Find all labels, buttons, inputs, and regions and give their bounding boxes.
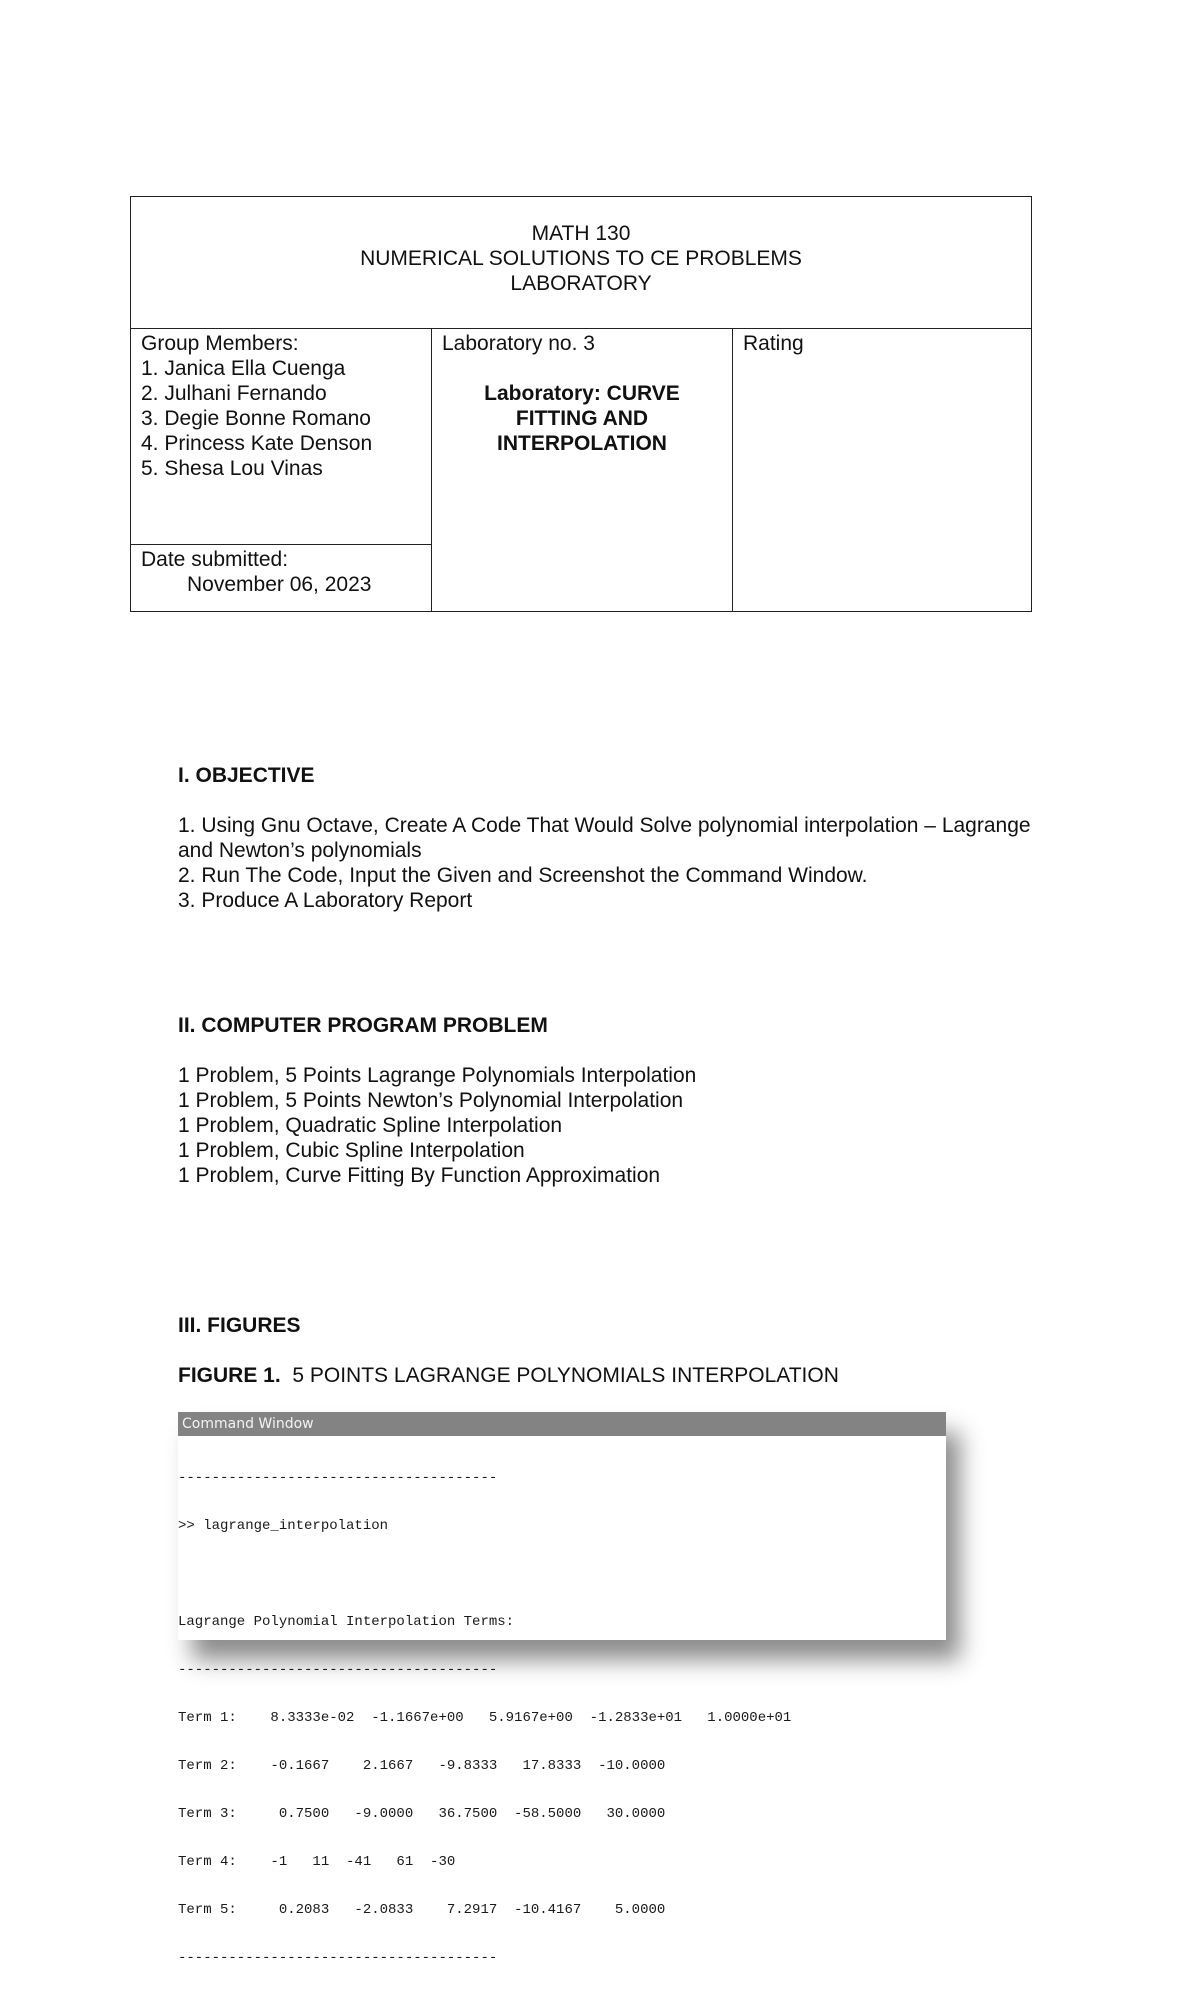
term-line: Term 3: 0.7500 -9.0000 36.7500 -58.5000 30.0000 <box>178 1806 666 1822</box>
rating-column <box>733 329 1031 611</box>
objective-section <box>178 763 1038 913</box>
figures-section <box>178 1313 1038 1388</box>
member-item: 5. Shesa Lou Vinas <box>141 457 323 480</box>
command-window-title: Command Window <box>178 1412 946 1436</box>
objective-item: 1. Using Gnu Octave, Create A Code That Would Solve polynomial interpolation – Lagrange and Newton’s polynomials <box>178 814 1031 862</box>
course-code: MATH 130 <box>531 222 631 245</box>
date-value: November 06, 2023 <box>187 573 372 596</box>
figure-label: FIGURE 1. <box>178 1364 281 1387</box>
lab-column <box>432 329 733 611</box>
course-title: NUMERICAL SOLUTIONS TO CE PROBLEMS <box>360 247 802 270</box>
group-members <box>131 329 431 483</box>
command-line: >> lagrange_interpolation <box>178 1518 389 1534</box>
lab-title: Laboratory: CURVE FITTING AND INTERPOLATION <box>484 382 680 455</box>
program-problem-heading: II. COMPUTER PROGRAM PROBLEM <box>178 1014 548 1037</box>
member-item: 1. Janica Ella Cuenga <box>141 357 346 380</box>
objective-item: 2. Run The Code, Input the Given and Screenshot the Command Window. <box>178 864 868 887</box>
member-item: 3. Degie Bonne Romano <box>141 407 371 430</box>
program-problem-section <box>178 1013 1038 1188</box>
output-heading: Lagrange Polynomial Interpolation Terms: <box>178 1614 515 1630</box>
separator-line: -------------------------------------- <box>178 1950 498 1966</box>
separator-line: -------------------------------------- <box>178 1662 498 1678</box>
term-line: Term 1: 8.3333e-02 -1.1667e+00 5.9167e+00 -1.2833e+01 1.0000e+01 <box>178 1710 792 1726</box>
problem-item: 1 Problem, 5 Points Newton’s Polynomial Interpolation <box>178 1089 684 1112</box>
objective-item: 3. Produce A Laboratory Report <box>178 889 473 912</box>
figure-caption-text: 5 POINTS LAGRANGE POLYNOMIALS INTERPOLATION <box>292 1364 839 1387</box>
member-item: 4. Princess Kate Denson <box>141 432 373 455</box>
date-submitted <box>131 544 431 611</box>
course-type: LABORATORY <box>510 272 652 295</box>
problem-item: 1 Problem, Quadratic Spline Interpolation <box>178 1114 563 1137</box>
group-members-label: Group Members: <box>141 332 299 355</box>
lab-number: Laboratory no. 3 <box>442 332 595 355</box>
problem-item: 1 Problem, Curve Fitting By Function Approximation <box>178 1164 661 1187</box>
header-table <box>130 196 1032 612</box>
member-item: 2. Julhani Fernando <box>141 382 327 405</box>
term-line: Term 4: -1 11 -41 61 -30 <box>178 1854 456 1870</box>
command-window-body <box>178 1436 946 1998</box>
problem-item: 1 Problem, 5 Points Lagrange Polynomials Interpolation <box>178 1064 697 1087</box>
command-window-screenshot <box>178 1412 946 1966</box>
rating-label: Rating <box>743 332 804 355</box>
problem-item: 1 Problem, Cubic Spline Interpolation <box>178 1139 525 1162</box>
objective-heading: I. OBJECTIVE <box>178 764 315 787</box>
members-column <box>131 329 432 611</box>
figure-caption <box>178 1363 1038 1388</box>
separator-line: -------------------------------------- <box>178 1470 498 1486</box>
figures-heading: III. FIGURES <box>178 1314 301 1337</box>
course-header <box>131 197 1031 329</box>
term-line: Term 5: 0.2083 -2.0833 7.2917 -10.4167 5.0000 <box>178 1902 666 1918</box>
term-line: Term 2: -0.1667 2.1667 -9.8333 17.8333 -10.0000 <box>178 1758 666 1774</box>
date-label: Date submitted: <box>141 548 289 571</box>
